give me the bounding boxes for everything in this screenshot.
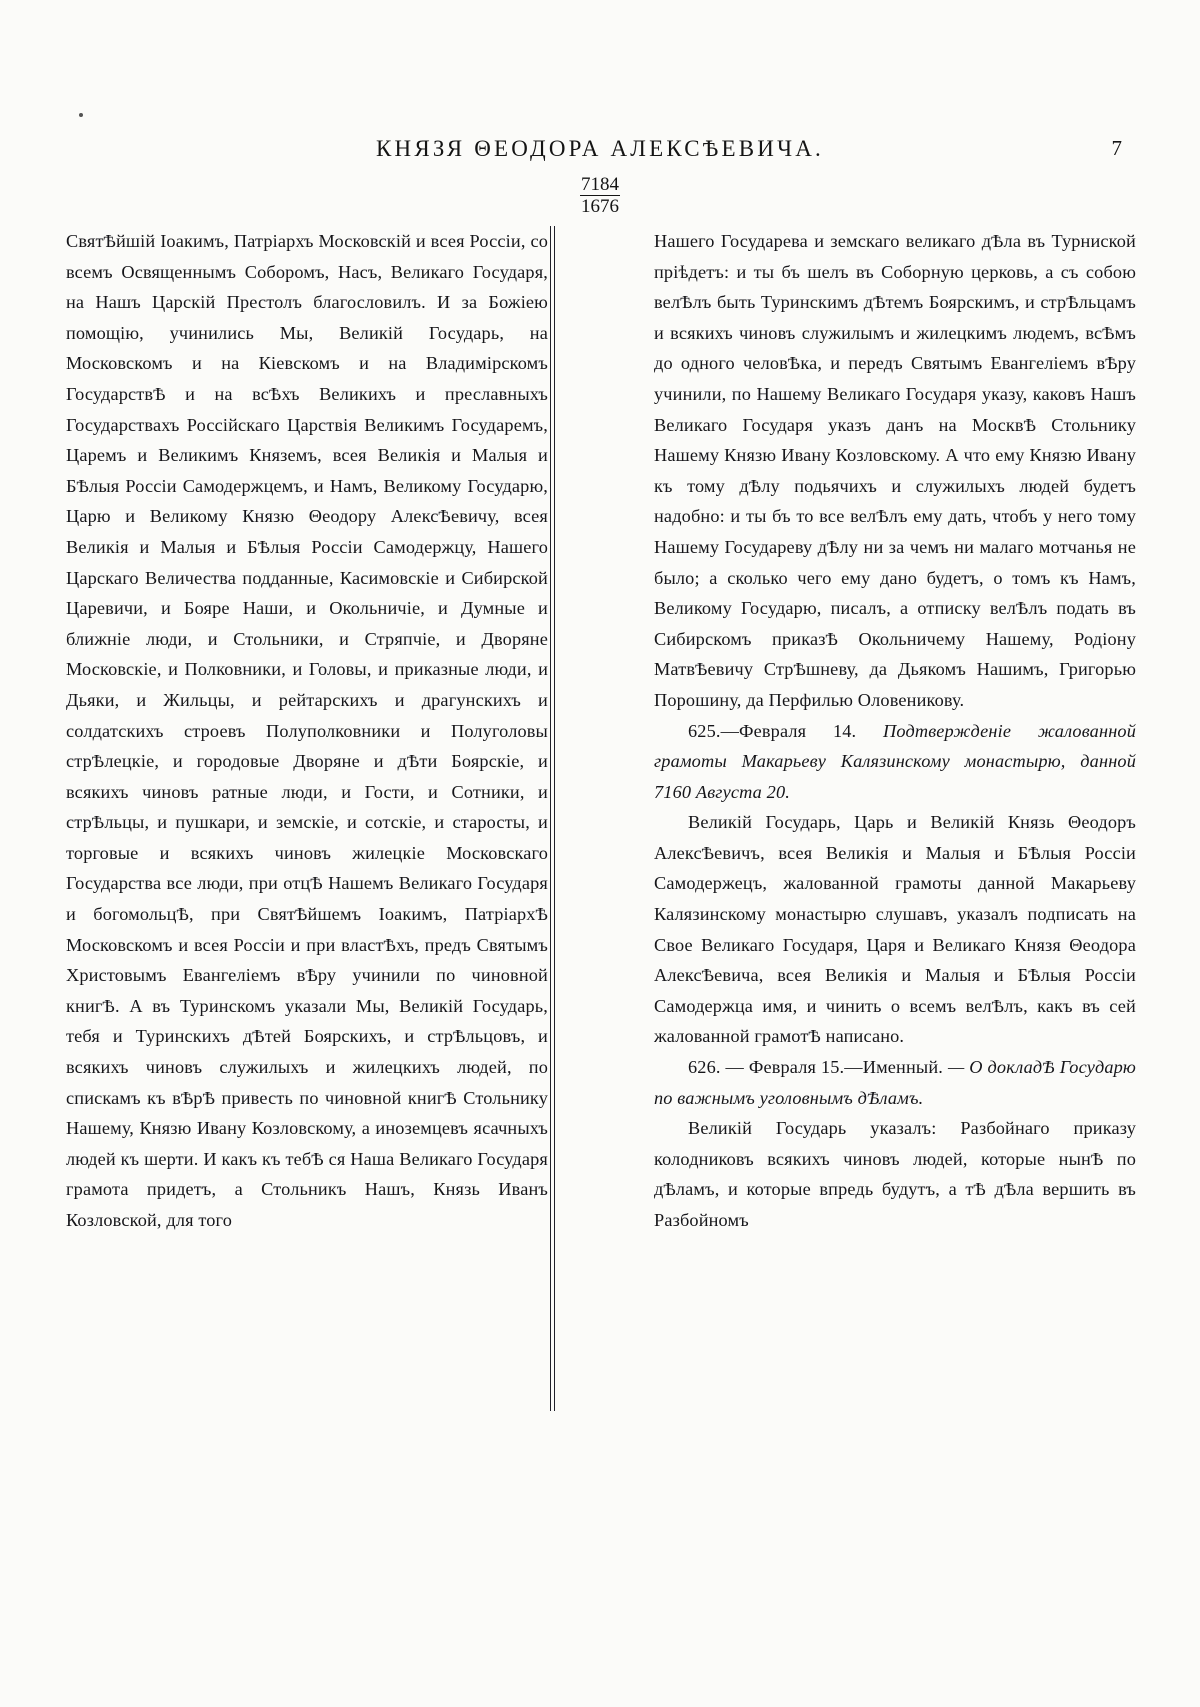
text-columns <box>66 226 1136 1236</box>
entry-date: Февраля 14. <box>739 720 857 741</box>
entry-number: 625. <box>688 720 721 741</box>
running-title: КНЯЗЯ ΘЕОДОРА АЛЕКСѢЕВИЧА. <box>376 136 824 161</box>
entry-dash: — <box>725 1057 744 1078</box>
paragraph: Нашего Государева и земскаго великаго дѢла въ Турниской пріѣдетъ: и ты бъ шелъ въ Соборную церковь, а съ собою велѢлъ быть Туринскимъ дѢтемъ Боярскимъ, и стрѢльцамъ и всякихъ чиновъ служилымъ и жилецкимъ людемъ, всѢмъ до одного человѢка, и передъ Святымъ Евангеліемъ вѢру учинили, по Нашему Великаго Государя указу, каковъ Нашъ Великаго Государя указъ данъ на МосквѢ Стольнику Нашему Князю Ивану Козловскому. А что ему Князю Ивану къ тому дѢлу подьячихъ и служилыхъ людей будетъ надобно: и ты бъ то все велѢлъ ему дать, чтобъ у него тому Нашему Государеву дѢлу ни за чемъ ни малаго мотчанья не было; а сколько чего ему дано будетъ, о томъ къ Намъ, Великому Государю, писалъ, а отписку велѢлъ подать въ Сибирскомъ приказѢ Окольничему Нашему, Родіону МатвѢевичу СтрѢшневу, да Дьякомъ Нашимъ, Григорью Порошину, да Перфилью Оловеникову. <box>654 231 1136 710</box>
entry-title: Подтвержденіе жалованной грамоты Макарьеву Калязинскому монастырю, данной 7160 Августа 20. <box>654 720 1136 802</box>
paragraph: Великій Государь указалъ: Разбойнаго приказу колодниковъ всякихъ чиновъ людей, которые нынѢ по дѢламъ, и которые впредь будутъ, а тѢ дѢла вершить въ Разбойномъ <box>654 1118 1136 1230</box>
paragraph: СвятѢйшій Іоакимъ, Патріархъ Московскій и всея Россіи, со всемъ Освященнымъ Соборомъ, Насъ, Великаго Государя, на Нашъ Царскій Престолъ благословилъ. И за Божіею помощію, учинились Мы, Великій Государь, на Московскомъ и на Кіевскомъ и на Владимірскомъ ГосударствѢ и на всѢхъ Великихъ и преславныхъ Государствахъ Россійскаго Царствія Великимъ Государемъ, Царемъ и Великимъ Княземъ, всея Великія и Малыя и БѢлыя Россіи Самодержцемъ, и Намъ, Великому Государю, Царю и Великому Князю Θеодору АлексѢевичу, всея Великія и Малыя и БѢлыя Россіи Самодержцу, Нашего Царскаго Величества подданные, Касимовскіе и Сибирской Царевичи, и Бояре Наши, и Окольничіе, и Думные и ближніе люди, и Стольники, и Стряпчіе, и Дворяне Московскіе, и Полковники, и Головы, и приказные люди, и Дьяки, и Жильцы, и рейтарскихъ и драгунскихъ и солдатскихъ строевъ Полуполковники и Полуголовы стрѢлецкіе, и городовые Дворяне и дѢти Боярскіе, и всякихъ чиновъ ратные люди, и Гости, и Сотники, и стрѢльцы, и пушкари, и земскіе, и сотскіе, и старосты, и торговые и всякихъ чиновъ жилецкіе Московскаго Государства все люди, при отцѢ Нашемъ Великаго Государя и богомольцѢ, при СвятѢйшемъ Іоакимъ, ПатріархѢ Московскомъ и всея Россіи и при властѢхъ, предъ Святымъ Христовымъ Евангеліемъ вѢру учинили по чиновной книгѢ. А въ Туринскомъ указали Мы, Великій Государь, тебя и Туринскихъ дѢтей Боярскихъ, и стрѢльцовъ, и всякихъ чиновъ служилыхъ и жилецкихъ людей, по спискамъ къ вѢрѢ привесть по чиновной книгѢ Стольнику Нашему, Князю Ивану Козловскому, а иноземцевъ ясачныхъ людей къ шерти. И какъ къ тебѢ ся Наша Великаго Государя грамота придетъ, а Стольникъ Нашъ, Князь Иванъ Козловской, для того <box>66 231 548 1230</box>
entry-heading-625 <box>654 716 1136 808</box>
year-fraction <box>0 175 1200 217</box>
page-number: 7 <box>1111 136 1122 160</box>
page-speck <box>79 113 83 117</box>
entry-kind: —Именный. <box>844 1057 944 1078</box>
entry-heading-626 <box>654 1052 1136 1113</box>
entry-title: — О докладѢ Государю по важнымъ уголовнымъ дѢламъ. <box>654 1057 1136 1108</box>
paragraph: Великій Государь, Царь и Великій Князь Θеодоръ АлексѢевичъ, всея Великія и Малыя и БѢлыя Россіи Самодержецъ, жалованной грамоты данной Макарьеву Калязинскому монастырю слушавъ, указалъ подписать на Свое Великаго Государя, Царя и Великаго Князя Θеодора АлексѢевича, всея Великія и Малыя и БѢлыя Россіи Самодержца имя, и чинить о всемъ велѢлъ, какъ въ сей жалованной грамотѢ написано. <box>654 812 1136 1047</box>
entry-dash: — <box>720 720 740 741</box>
entry-number: 626. <box>688 1057 721 1078</box>
page-header <box>0 136 1200 162</box>
left-column <box>66 226 548 1236</box>
entry-date: Февраля 15. <box>748 1057 845 1078</box>
year-denominator: 1676 <box>581 196 619 218</box>
right-column <box>654 226 1136 1236</box>
year-numerator: 7184 <box>581 174 619 195</box>
